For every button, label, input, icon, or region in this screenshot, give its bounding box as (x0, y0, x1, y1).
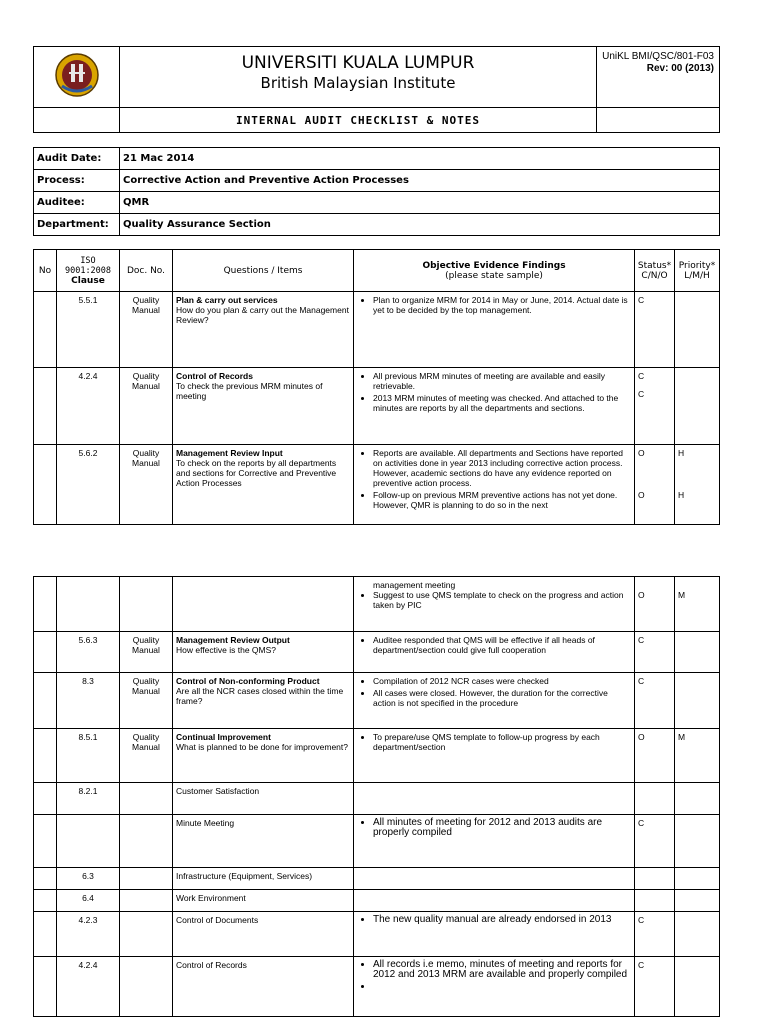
finding-item: • Auditee responded that QMS will be effective if all heads of department/section could give full cooperation (373, 635, 631, 655)
row-question (173, 368, 354, 445)
table-row (34, 890, 720, 912)
info-value: Quality Assurance Section (120, 214, 720, 236)
row-question (173, 632, 354, 673)
col-doc: Doc. No. (120, 250, 173, 292)
findings-list (357, 590, 631, 610)
row-no (34, 890, 57, 912)
row-doc: Quality Manual (120, 445, 173, 525)
revision: Rev: 00 (2013) (646, 63, 714, 74)
crest-icon (54, 50, 100, 100)
table-row (34, 729, 720, 783)
row-priority (675, 368, 720, 445)
row-priority (675, 957, 720, 1017)
row-findings (354, 729, 635, 783)
row-findings (354, 673, 635, 729)
row-doc: Quality Manual (120, 673, 173, 729)
question-text: Customer Satisfaction (176, 786, 260, 796)
row-priority (675, 577, 720, 632)
row-priority (675, 673, 720, 729)
row-status (635, 292, 675, 368)
question-text: Control of Documents (176, 915, 259, 925)
status-value: C (638, 960, 645, 970)
question-text: To check the previous MRM minutes of meeting (176, 381, 323, 401)
row-doc (120, 577, 173, 632)
row-status (635, 445, 675, 525)
row-findings (354, 632, 635, 673)
table-row (34, 783, 720, 815)
table-row (34, 868, 720, 890)
row-no (34, 632, 57, 673)
row-no (34, 783, 57, 815)
question-title: Continual Improvement (176, 732, 271, 742)
finding-item: • All cases were closed. However, the duration for the corrective action is not specified in the procedure (373, 688, 631, 708)
row-status (635, 868, 675, 890)
university-name: UNIVERSITI KUALA LUMPUR (241, 53, 475, 73)
row-priority (675, 729, 720, 783)
priority-value: M (678, 590, 686, 600)
row-clause: 5.5.1 (57, 292, 120, 368)
row-clause: 5.6.3 (57, 632, 120, 673)
question-text: Infrastructure (Equipment, Services) (176, 871, 313, 881)
findings-list (357, 448, 631, 510)
row-question (173, 577, 354, 632)
finding-item: • The new quality manual are already endorsed in 2013 (373, 915, 631, 925)
question-title: Management Review Output (176, 635, 290, 645)
info-value: QMR (120, 192, 720, 214)
table-row (34, 577, 720, 632)
row-clause: 8.3 (57, 673, 120, 729)
question-text: Are all the NCR cases closed within the time frame? (176, 686, 344, 706)
row-no (34, 868, 57, 890)
row-findings (354, 783, 635, 815)
findings-list (357, 818, 631, 838)
row-no (34, 577, 57, 632)
row-status (635, 368, 675, 445)
finding-item: • To prepare/use QMS template to follow-up progress by each department/section (373, 732, 631, 752)
question-title: Control of Non-conforming Product (176, 676, 320, 686)
info-row (34, 148, 720, 170)
finding-item: • Reports are available. All departments and Sections have reported on activities done in year 2013 including corrective action process. However, academic sections do have any evidence reported on preventive action process. (373, 448, 631, 488)
document-header (33, 46, 720, 133)
row-question (173, 815, 354, 868)
checklist-table-page2 (33, 576, 720, 1017)
priority-value: H (678, 490, 685, 500)
row-priority (675, 783, 720, 815)
row-status (635, 783, 675, 815)
question-text: Work Environment (176, 893, 246, 903)
row-priority (675, 632, 720, 673)
row-clause: 4.2.3 (57, 912, 120, 957)
row-priority (675, 292, 720, 368)
row-findings (354, 368, 635, 445)
finding-item: • All records i.e memo, minutes of meeting and reports for 2012 and 2013 MRM are available and properly compiled (373, 960, 631, 980)
row-doc: Quality Manual (120, 368, 173, 445)
question-title: Control of Records (176, 371, 253, 381)
col-no: No (34, 250, 57, 292)
table-row (34, 632, 720, 673)
row-doc: Quality Manual (120, 729, 173, 783)
row-question (173, 292, 354, 368)
row-question (173, 890, 354, 912)
question-text: What is planned to be done for improvement? (176, 742, 348, 752)
row-findings (354, 912, 635, 957)
finding-item: • Suggest to use QMS template to check on the progress and action taken by PIC (373, 590, 631, 610)
table-row (34, 292, 720, 368)
row-question (173, 729, 354, 783)
status-value: C (638, 295, 645, 305)
findings-list (357, 960, 631, 992)
finding-item (373, 982, 631, 992)
question-title: Management Review Input (176, 448, 283, 458)
findings-list (357, 295, 631, 315)
institute-name: British Malaysian Institute (260, 74, 456, 92)
row-status (635, 673, 675, 729)
finding-item: • Compilation of 2012 NCR cases were checked (373, 676, 631, 686)
row-question (173, 957, 354, 1017)
row-status (635, 729, 675, 783)
row-no (34, 957, 57, 1017)
row-question (173, 868, 354, 890)
row-no (34, 673, 57, 729)
row-clause: 6.4 (57, 890, 120, 912)
audit-info-table (33, 147, 720, 236)
row-doc (120, 957, 173, 1017)
row-clause: 5.6.2 (57, 445, 120, 525)
col-status: Status* C/N/O (635, 250, 675, 292)
question-title: Plan & carry out services (176, 295, 278, 305)
row-doc (120, 815, 173, 868)
status-value: C (638, 915, 645, 925)
info-label: Audit Date: (34, 148, 120, 170)
priority-value: M (678, 732, 686, 742)
info-value: 21 Mac 2014 (120, 148, 720, 170)
row-clause: 8.5.1 (57, 729, 120, 783)
findings-list (357, 915, 631, 925)
col-questions: Questions / Items (173, 250, 354, 292)
question-text: To check on the reports by all departments and sections for Corrective and Preventive Action Processes (176, 458, 337, 488)
info-row (34, 214, 720, 236)
question-text: How effective is the QMS? (176, 645, 276, 655)
table-row (34, 673, 720, 729)
status-value: O (638, 448, 645, 458)
status-value: C (638, 371, 645, 381)
row-findings (354, 957, 635, 1017)
row-status (635, 890, 675, 912)
row-doc (120, 783, 173, 815)
row-question (173, 673, 354, 729)
info-row (34, 192, 720, 214)
row-no (34, 292, 57, 368)
row-status (635, 632, 675, 673)
row-clause (57, 815, 120, 868)
row-doc (120, 868, 173, 890)
row-clause: 4.2.4 (57, 368, 120, 445)
finding-item: • 2013 MRM minutes of meeting was checked. And attached to the minutes are reports by all the departments and sections. (373, 393, 631, 413)
row-findings (354, 445, 635, 525)
status-value: C (638, 389, 645, 399)
row-question (173, 783, 354, 815)
row-question (173, 912, 354, 957)
row-status (635, 577, 675, 632)
row-priority (675, 890, 720, 912)
info-label: Process: (34, 170, 120, 192)
col-iso: ISO 9001:2008 Clause (57, 250, 120, 292)
doc-code: UniKL BMI/QSC/801-F03 (602, 51, 714, 62)
row-no (34, 729, 57, 783)
findings-list (357, 732, 631, 752)
row-clause: 4.2.4 (57, 957, 120, 1017)
row-no (34, 368, 57, 445)
finding-lead: management meeting (373, 580, 456, 590)
status-value: C (638, 635, 645, 645)
table-row (34, 957, 720, 1017)
priority-value: H (678, 448, 685, 458)
row-priority (675, 445, 720, 525)
status-value: O (638, 590, 645, 600)
row-doc: Quality Manual (120, 292, 173, 368)
row-priority (675, 912, 720, 957)
row-priority (675, 815, 720, 868)
row-no (34, 815, 57, 868)
row-findings (354, 815, 635, 868)
question-text: How do you plan & carry out the Management Review? (176, 305, 349, 325)
question-text: Minute Meeting (176, 818, 235, 828)
info-label: Department: (34, 214, 120, 236)
checklist-title: INTERNAL AUDIT CHECKLIST & NOTES (120, 108, 597, 133)
checklist-table-page1 (33, 249, 720, 525)
status-value: O (638, 490, 645, 500)
col-findings: Objective Evidence Findings (please state sample) (354, 250, 635, 292)
finding-item: • All previous MRM minutes of meeting are available and easily retrievable. (373, 371, 631, 391)
finding-item: • Follow-up on previous MRM preventive actions has not yet done. However, QMR is planning to do so in the next (373, 490, 631, 510)
table-row (34, 368, 720, 445)
question-text: Control of Records (176, 960, 247, 970)
row-priority (675, 868, 720, 890)
row-findings (354, 868, 635, 890)
finding-item: • All minutes of meeting for 2012 and 2013 audits are properly compiled (373, 818, 631, 838)
table-row (34, 912, 720, 957)
row-no (34, 445, 57, 525)
row-findings (354, 577, 635, 632)
findings-list (357, 635, 631, 655)
findings-list (357, 371, 631, 413)
row-status (635, 957, 675, 1017)
row-clause (57, 577, 120, 632)
status-value: O (638, 732, 645, 742)
row-doc (120, 890, 173, 912)
findings-list (357, 676, 631, 708)
row-doc (120, 912, 173, 957)
row-question (173, 445, 354, 525)
row-clause: 8.2.1 (57, 783, 120, 815)
row-no (34, 912, 57, 957)
university-logo (34, 47, 120, 108)
status-value: C (638, 676, 645, 686)
row-findings (354, 890, 635, 912)
info-value: Corrective Action and Preventive Action Processes (120, 170, 720, 192)
info-row (34, 170, 720, 192)
row-findings (354, 292, 635, 368)
row-clause: 6.3 (57, 868, 120, 890)
row-status (635, 912, 675, 957)
table-row (34, 815, 720, 868)
finding-item: • Plan to organize MRM for 2014 in May or June, 2014. Actual date is yet to be decided by the top management. (373, 295, 631, 315)
row-doc: Quality Manual (120, 632, 173, 673)
row-status (635, 815, 675, 868)
info-label: Auditee: (34, 192, 120, 214)
table-row (34, 445, 720, 525)
col-priority: Priority* L/M/H (675, 250, 720, 292)
status-value: C (638, 818, 645, 828)
